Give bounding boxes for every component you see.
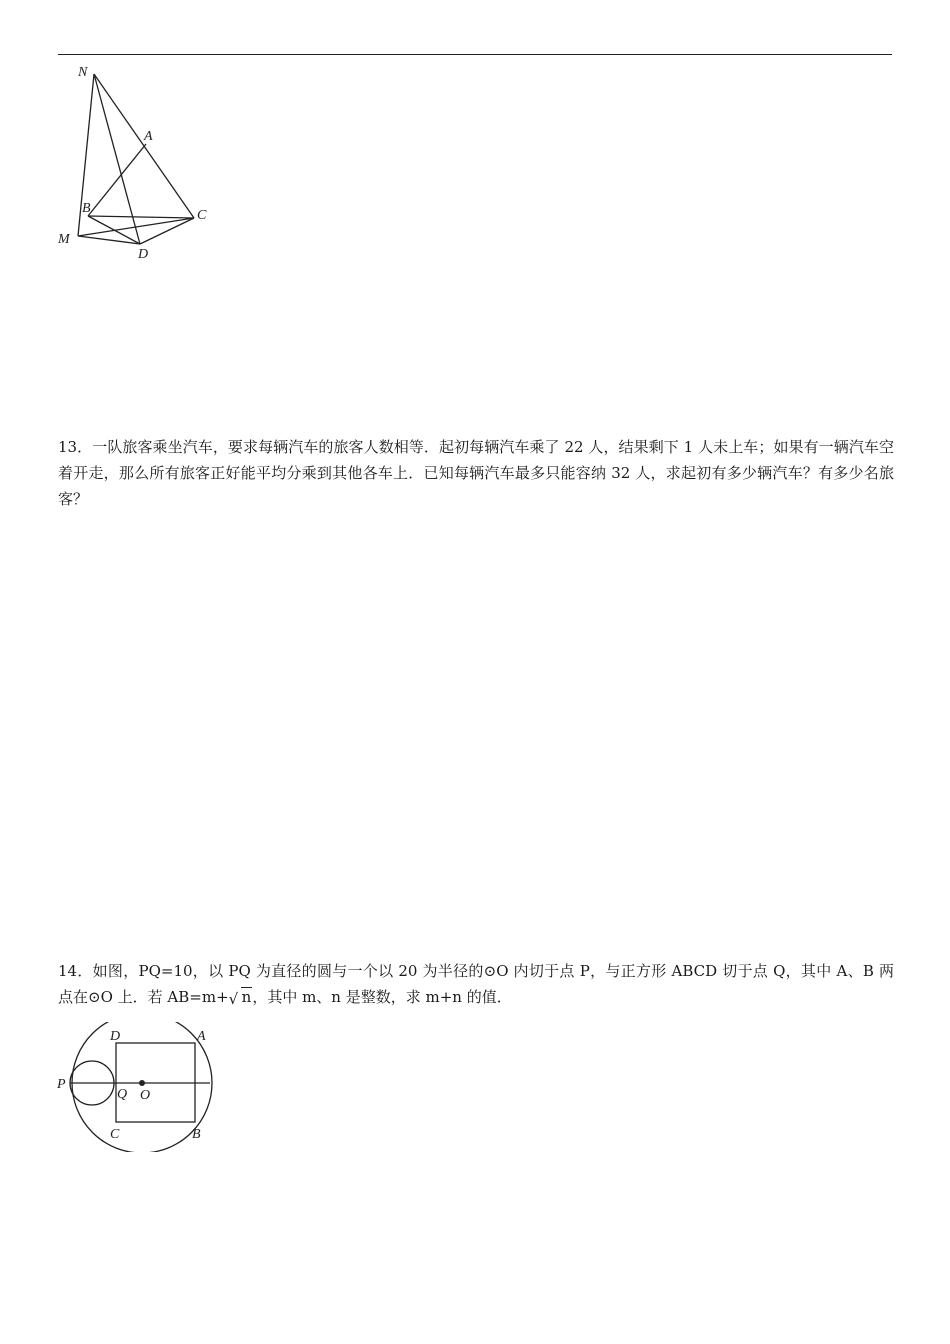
- problem-13-text: ．一队旅客乘坐汽车，要求每辆汽车的旅客人数相等．起初每辆汽车乘了 22 人，结果剩下 1 人未上车；如果有一辆汽车空着开走，那么所有旅客正好能平均分乘到其他各车上．已知每辆汽车最多只能容纳 32 人，求起初有多少辆汽车？有多少名旅客？: [58, 438, 894, 508]
- figure-circle-square: [52, 1022, 222, 1152]
- problem-14-text-after: ，其中 m、n 是整数，求 m+n 的值．: [252, 988, 512, 1006]
- label-p: P: [57, 1077, 66, 1092]
- radical-sign: √: [228, 990, 239, 1008]
- label-c: C: [197, 208, 207, 223]
- label-n: N: [78, 65, 88, 80]
- label-b2: B: [192, 1127, 201, 1142]
- problem-13: [58, 434, 894, 512]
- edge-bc: [88, 216, 194, 218]
- problem-13-number: 13: [58, 438, 78, 456]
- problem-14: [58, 958, 894, 1010]
- header-rule: [58, 54, 892, 55]
- figure-pyramid: [52, 60, 222, 270]
- formula-n: n: [241, 988, 252, 1006]
- problem-14-text-before: ．如图，PQ=10，以 PQ 为直径的圆与一个以 20 为半径的⊙O 内切于点 P，与正方形 ABCD 切于点 Q，其中 A、B 两点在⊙O 上．若 AB=: [58, 962, 894, 1006]
- label-d2: D: [110, 1029, 121, 1044]
- label-a2: A: [197, 1029, 206, 1044]
- problem-14-number: 14: [58, 962, 78, 980]
- label-q: Q: [117, 1087, 128, 1102]
- edge-md: [78, 236, 140, 244]
- label-d: D: [138, 247, 149, 262]
- label-b: B: [82, 201, 91, 216]
- label-m: M: [58, 232, 70, 247]
- edge-ab: [88, 144, 146, 216]
- label-c2: C: [110, 1127, 120, 1142]
- formula-sqrt-n: [229, 984, 253, 1010]
- label-o: O: [140, 1088, 151, 1103]
- formula-m: m: [201, 988, 217, 1006]
- circle-o: [72, 1022, 212, 1152]
- center-dot-o: [139, 1080, 145, 1086]
- formula-plus: +: [216, 988, 229, 1006]
- label-a: A: [144, 129, 153, 144]
